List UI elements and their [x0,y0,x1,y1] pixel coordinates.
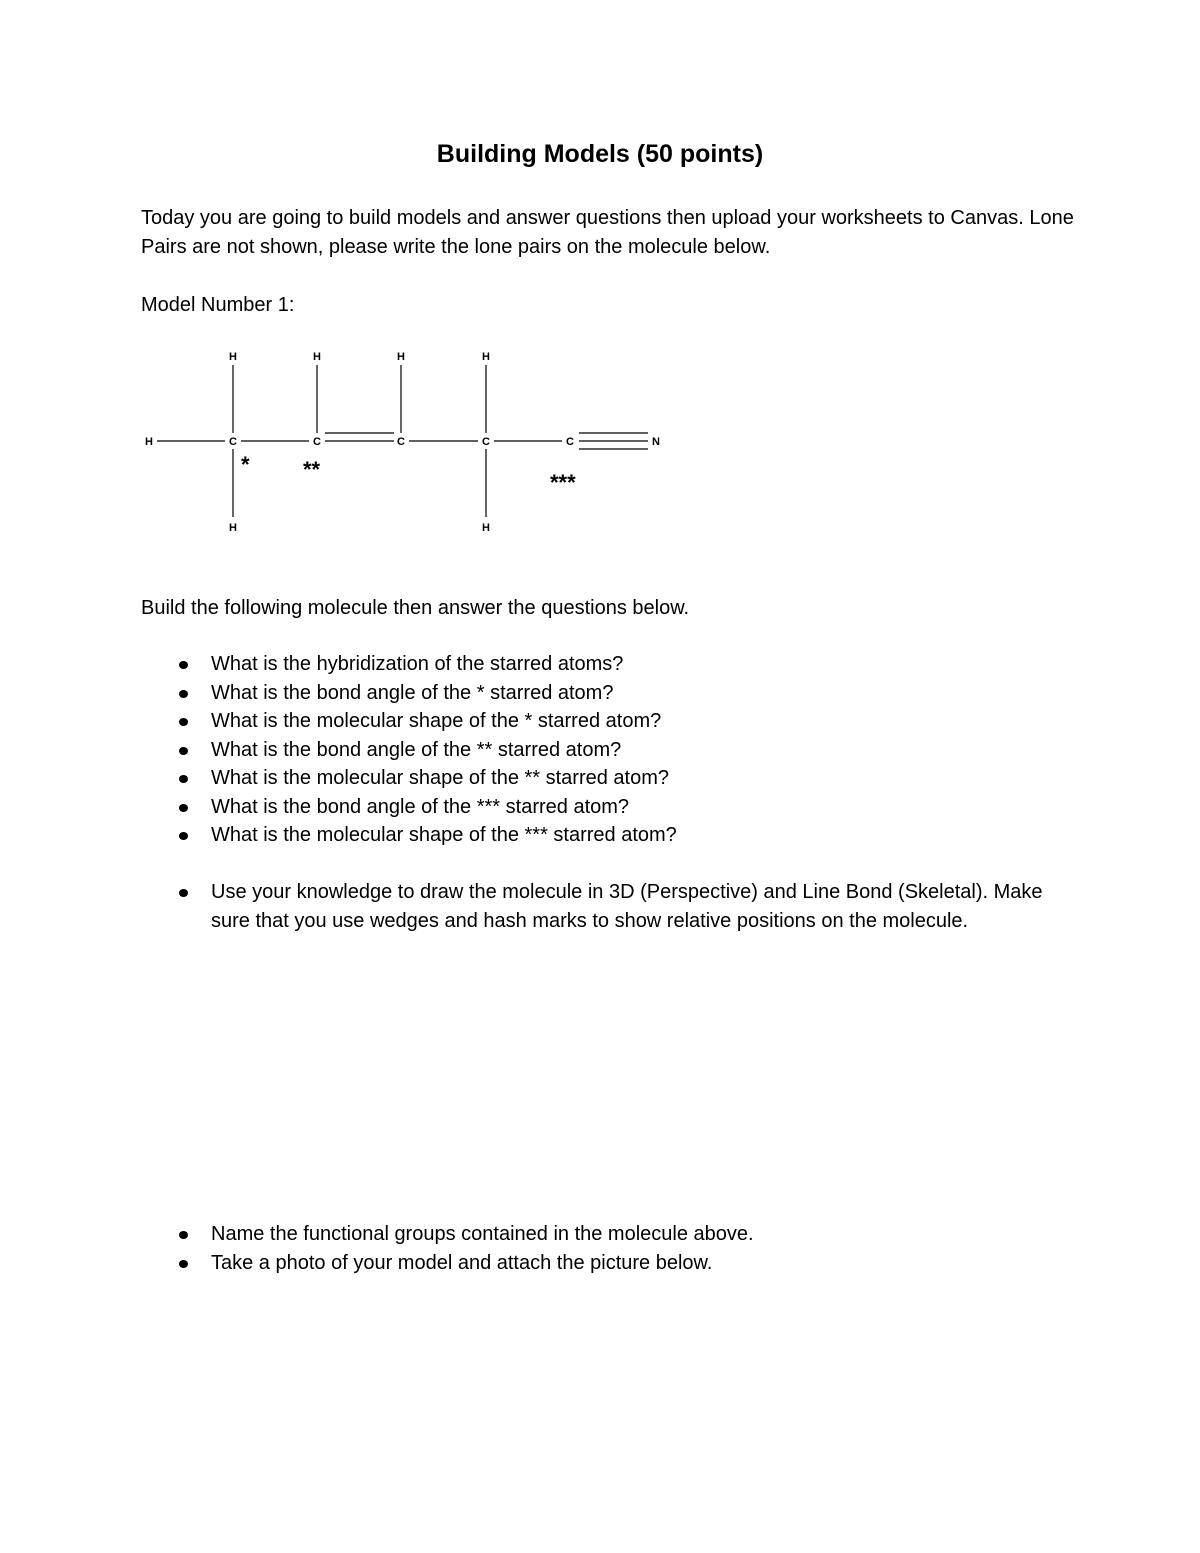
bullet-icon [179,661,188,669]
bullet-icon [179,1260,188,1268]
bullet-icon [179,889,188,897]
list-item: What is the bond angle of the * starred atom? [141,679,1081,708]
atom-c-2: C [313,436,321,448]
atom-c-3: C [397,436,405,448]
atom-c-1: C [229,436,237,448]
atom-h-top-2: H [313,351,321,363]
bullet-icon [179,775,188,783]
model-number-label: Model Number 1: [141,294,295,316]
list-item: What is the molecular shape of the ** starred atom? [141,764,1081,793]
list-item: What is the bond angle of the *** starred atom? [141,793,1081,822]
atom-h-top-1: H [229,351,237,363]
build-instruction: Build the following molecule then answer the questions below. [141,597,690,619]
atom-h-top-4: H [482,351,490,363]
star-marker-three: *** [550,470,576,495]
bullet-icon [179,1231,188,1239]
bullet-icon [179,690,188,698]
atom-c-4: C [482,436,490,448]
list-item: What is the hybridization of the starred atoms? [141,650,1081,679]
list-item: What is the bond angle of the ** starred atom? [141,736,1081,765]
list-item: Name the functional groups contained in the molecule above. [141,1220,1081,1249]
list-item: What is the molecular shape of the *** starred atom? [141,821,1081,850]
list-item: Take a photo of your model and attach the picture below. [141,1249,1081,1278]
atom-n: N [652,436,660,448]
molecule-diagram [130,335,690,550]
atom-h-bottom-4: H [482,522,490,534]
list-item: Use your knowledge to draw the molecule in 3D (Perspective) and Line Bond (Skeletal). Make sure that you use wedges and hash marks to show relative positions on the molecule. [141,878,1081,935]
atom-c-5: C [566,436,574,448]
list-item: What is the molecular shape of the * starred atom? [141,707,1081,736]
bullet-icon [179,804,188,812]
question-list [141,650,1081,850]
page-title: Building Models (50 points) [436,140,764,168]
star-marker-two: ** [303,457,321,482]
intro-paragraph: Today you are going to build models and answer questions then upload your worksheets to Canvas. Lone Pairs are not shown, please write the lone pairs on the molecule below. [141,207,1074,258]
bullet-icon [179,747,188,755]
atom-h-bottom-1: H [229,522,237,534]
draw-instruction-list [141,878,1081,935]
final-task-list [141,1220,1081,1277]
bullet-icon [179,718,188,726]
star-marker-one: * [241,452,250,477]
bullet-icon [179,832,188,840]
atom-h-left: H [145,436,153,448]
atom-h-top-3: H [397,351,405,363]
